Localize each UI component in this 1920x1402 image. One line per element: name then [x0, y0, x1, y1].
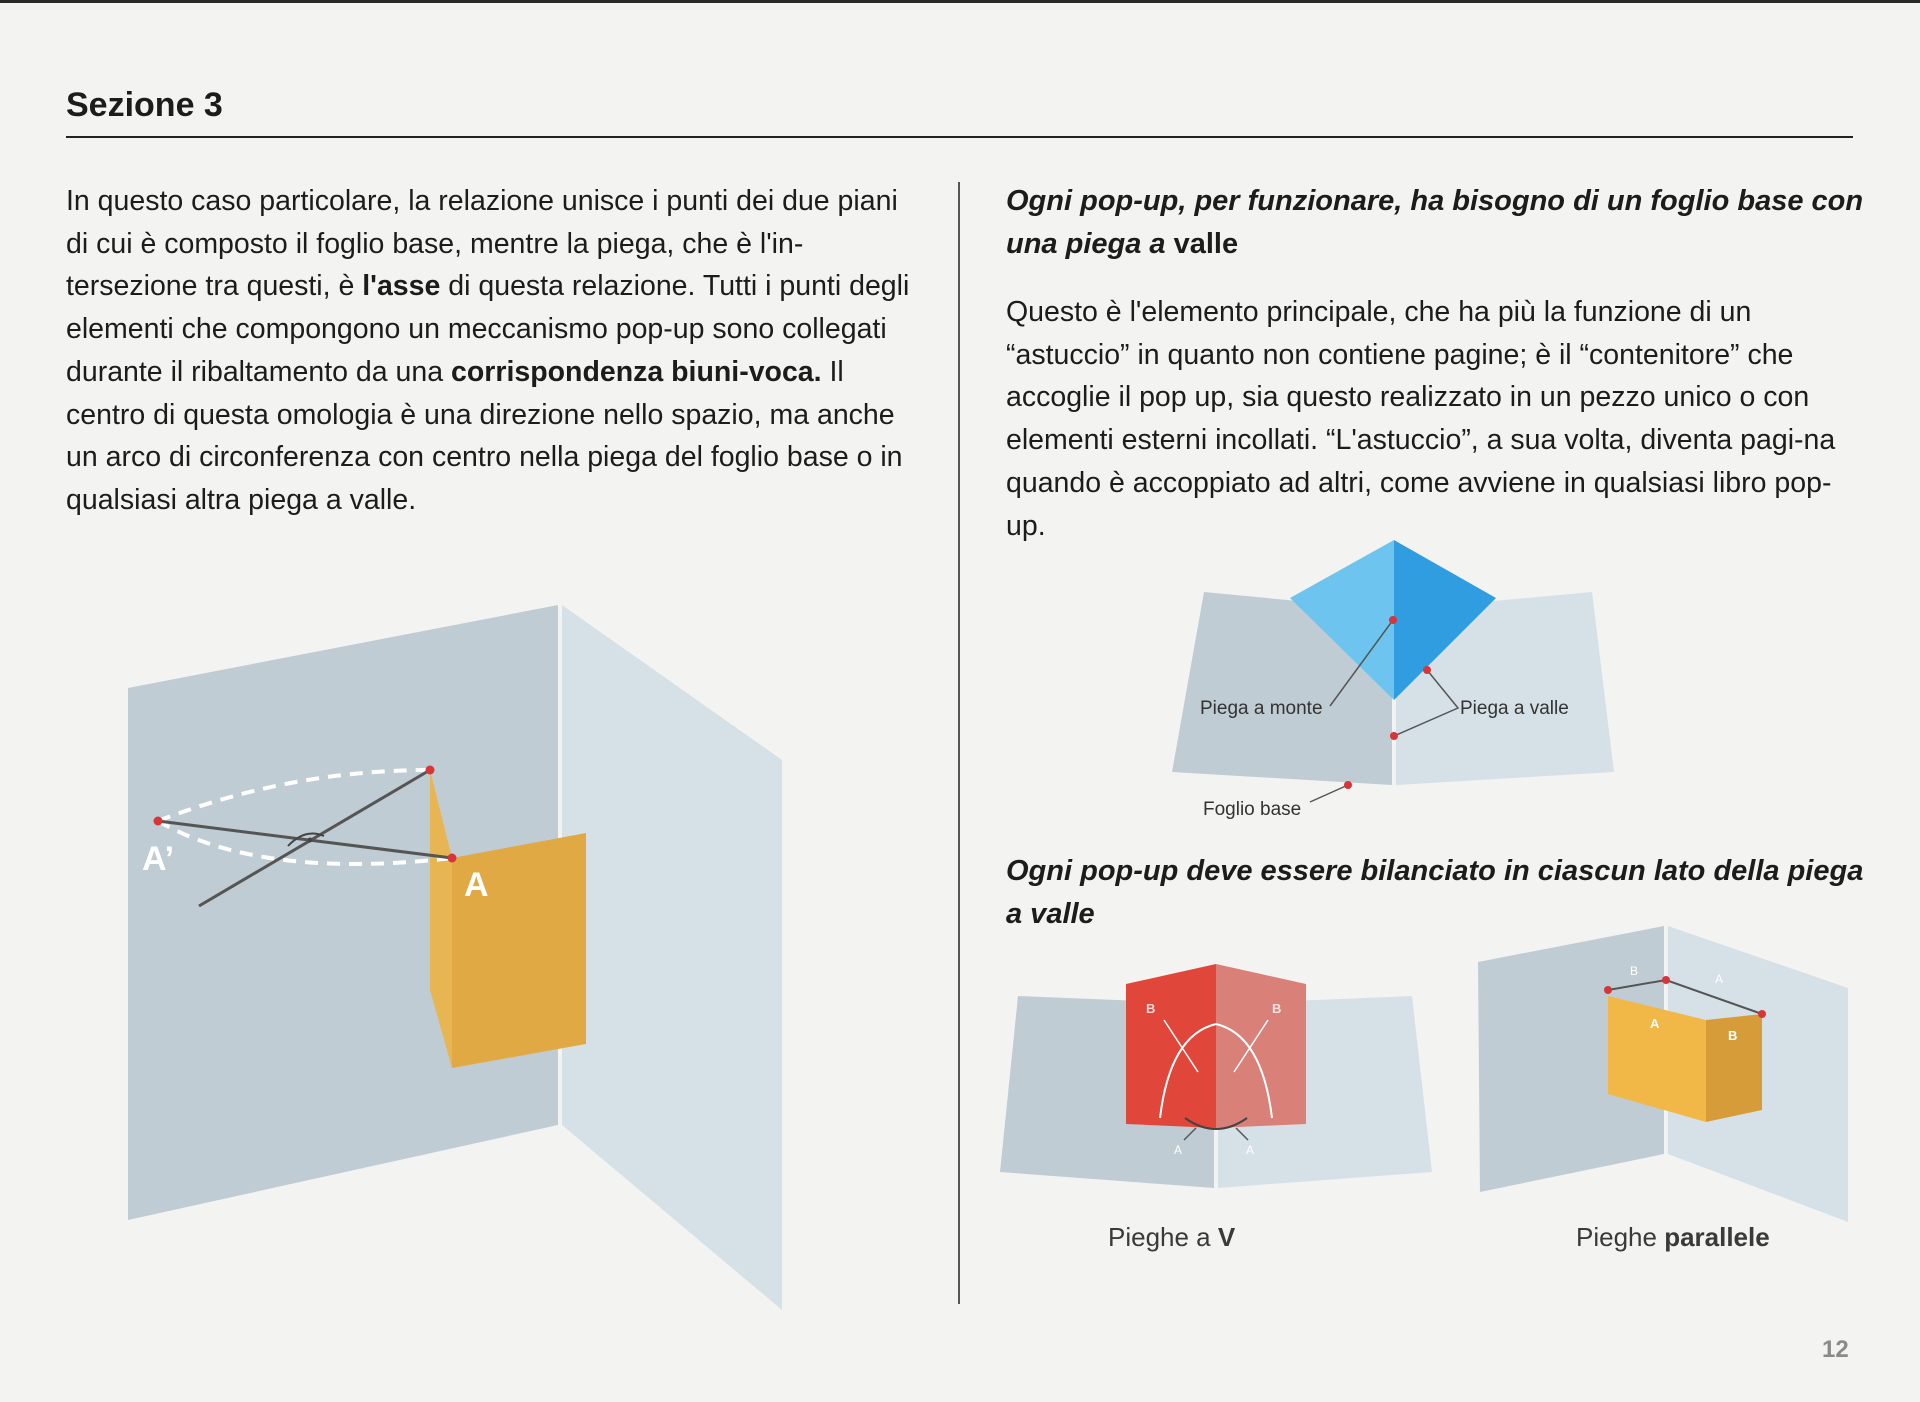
- label-a: A: [1174, 1143, 1183, 1157]
- right-paragraph: Questo è l'elemento principale, che ha più la funzione di un “astuccio” in quanto non contiene pagine; è il “contenitore” che accoglie il pop up, sia questo realizzato in un pezzo unico o con elementi esterni incollati. “L'astuccio”, a sua volta, diventa pagi-na quando è accoppiato ad altri, come avviene in qualsiasi libro pop-up.: [1006, 296, 1836, 542]
- label-a-prime: A’: [142, 840, 175, 878]
- label-a: A: [1246, 1143, 1255, 1157]
- heading-rest: valle: [1173, 227, 1239, 260]
- label-b: B: [1630, 964, 1639, 978]
- label-piega-monte: Piega a monte: [1200, 698, 1323, 719]
- label-b: B: [1728, 1028, 1738, 1043]
- page-number: 12: [1822, 1336, 1849, 1363]
- p-dot: [1758, 1010, 1766, 1018]
- v-fold-left: [1126, 964, 1216, 1128]
- p-dot: [1604, 986, 1612, 994]
- text-run: di questa relazione. Tutti i punti degli elementi che compongono un meccanismo pop-up sono collegati durante il ribaltamento da una: [66, 270, 910, 388]
- p-dot: [1662, 976, 1670, 984]
- label-a: A: [1650, 1016, 1660, 1031]
- caption-parallel-folds: [1576, 1222, 1770, 1253]
- caption-bold: V: [1217, 1222, 1236, 1252]
- label-b: B: [1146, 1001, 1156, 1016]
- text-run-bold: corrispondenza biuni-voca.: [451, 355, 822, 388]
- heading-italic: Ogni pop-up, per funzionare, ha bisogno di un foglio base con una piega a: [1006, 185, 1864, 260]
- label-b: B: [1272, 1001, 1282, 1016]
- section-title: Sezione 3: [66, 86, 223, 124]
- text-run-bold: l'asse: [362, 270, 441, 303]
- caption-prefix: Pieghe a: [1108, 1222, 1218, 1252]
- text-run: Il centro di questa omologia è una direzione nello spazio, ma anche un arco di circonferenza con centro nella piega del foglio base o in qualsiasi altra piega a valle.: [66, 355, 903, 516]
- label-piega-valle: Piega a valle: [1460, 698, 1569, 719]
- caption-prefix: Pieghe: [1576, 1222, 1665, 1252]
- label-a: A: [464, 866, 489, 904]
- caption-v-folds: [1108, 1222, 1235, 1253]
- caption-bold: parallele: [1664, 1222, 1770, 1252]
- heading-italic: Ogni pop-up deve essere bilanciato in ciascun lato della piega a valle: [1006, 855, 1864, 930]
- text-run: In questo caso particolare, la relazione unisce i punti dei due piani di cui è composto il foglio base, mentre la piega, che è l'in-tersezione tra questi, è: [66, 185, 898, 303]
- label-a: A: [1715, 972, 1724, 986]
- label-foglio-base: Foglio base: [1203, 799, 1302, 820]
- v-fold-right: [1216, 964, 1306, 1128]
